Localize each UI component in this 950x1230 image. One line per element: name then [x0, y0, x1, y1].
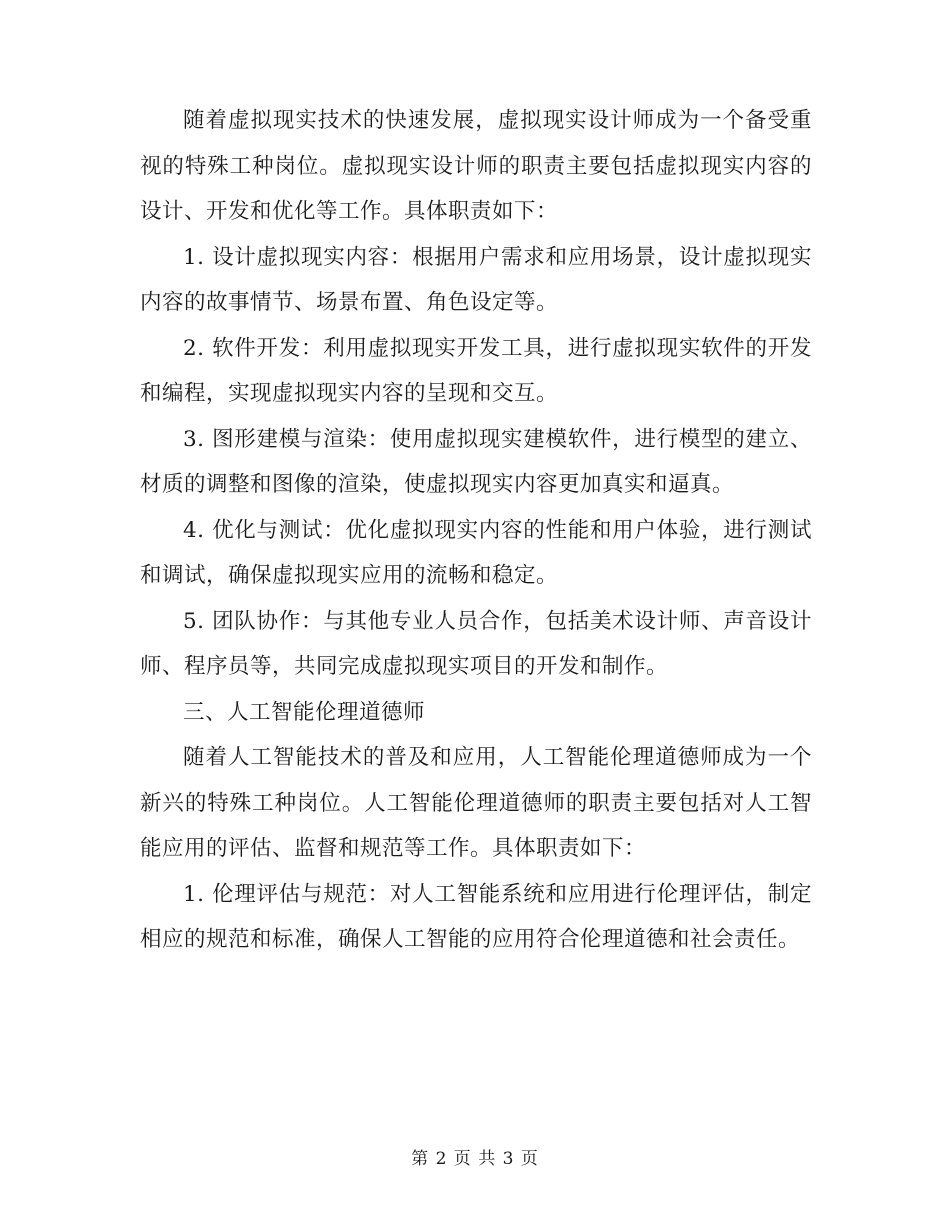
paragraph-intro-ai-ethics: 随着人工智能技术的普及和应用，人工智能伦理道德师成为一个新兴的特殊工种岗位。人工智能伦理道德师的职责主要包括对人工智能应用的评估、监督和规范等工作。具体职责如下： [140, 745, 812, 861]
section-heading-ai-ethics: 三、人工智能伦理道德师 [183, 699, 426, 725]
paragraph-vr-duty-1: 1. 设计虚拟现实内容：根据用户需求和应用场景，设计虚拟现实内容的故事情节、场景布置、角色设定等。 [140, 244, 812, 315]
paragraph-intro-vr: 随着虚拟现实技术的快速发展，虚拟现实设计师成为一个备受重视的特殊工种岗位。虚拟现实设计师的职责主要包括虚拟现实内容的设计、开发和优化等工作。具体职责如下： [140, 108, 812, 224]
page-footer: 第 2 页 共 3 页 [411, 1149, 539, 1169]
paragraph-vr-duty-3: 3. 图形建模与渲染：使用虚拟现实建模软件，进行模型的建立、材质的调整和图像的渲染，使虚拟现实内容更加真实和逼真。 [140, 426, 812, 497]
paragraph-ai-duty-1: 1. 伦理评估与规范：对人工智能系统和应用进行伦理评估，制定相应的规范和标准，确保人工智能的应用符合伦理道德和社会责任。 [140, 881, 812, 952]
document-body [140, 98, 812, 963]
paragraph-vr-duty-2: 2. 软件开发：利用虚拟现实开发工具，进行虚拟现实软件的开发和编程，实现虚拟现实内容的呈现和交互。 [140, 335, 812, 406]
paragraph-vr-duty-4: 4. 优化与测试：优化虚拟现实内容的性能和用户体验，进行测试和调试，确保虚拟现实应用的流畅和稳定。 [140, 517, 812, 588]
paragraph-vr-duty-5: 5. 团队协作：与其他专业人员合作，包括美术设计师、声音设计师、程序员等，共同完成虚拟现实项目的开发和制作。 [140, 608, 812, 679]
